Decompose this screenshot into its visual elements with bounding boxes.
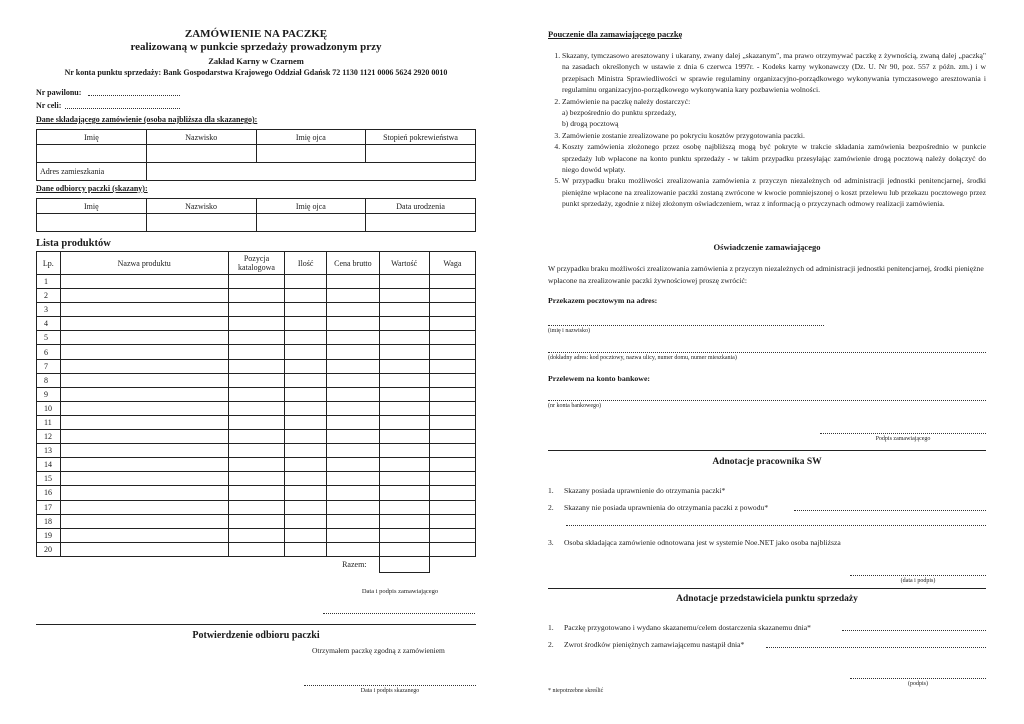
catalog-position-cell[interactable] [228, 359, 284, 373]
quantity-cell[interactable] [285, 401, 327, 415]
table-row [37, 415, 476, 429]
table-row [37, 373, 476, 387]
sw-sign-hint: (data i podpis) [900, 578, 936, 584]
product-name-cell[interactable] [60, 345, 228, 359]
table-row [37, 289, 476, 303]
catalog-position-cell[interactable] [228, 345, 284, 359]
gross-price-cell[interactable] [327, 275, 379, 289]
value-cell[interactable] [379, 458, 429, 472]
product-name-cell[interactable] [60, 458, 228, 472]
pos-item-1: Paczkę przygotowano i wydano skazanemu/celem dostarczenia skazanemu dnia* [564, 623, 811, 632]
value-cell[interactable] [379, 528, 429, 542]
col-catalog-position: Pozycja katalogowa [228, 252, 284, 275]
gross-price-cell[interactable] [327, 401, 379, 415]
row-number: 11 [37, 415, 61, 429]
gross-price-cell[interactable] [327, 387, 379, 401]
catalog-position-cell[interactable] [228, 331, 284, 345]
address-hint: (dokładny adres: kod pocztowy, nazwa ulicy, numer domu, numer mieszkania) [548, 355, 737, 361]
value-cell[interactable] [379, 345, 429, 359]
col-father-name: Imię ojca [256, 130, 365, 145]
catalog-position-cell[interactable] [228, 317, 284, 331]
sw-sign-line[interactable] [850, 575, 986, 576]
pos-item-2: Zwrot środków pieniężnych zamawiającemu nastąpił dnia* [564, 640, 745, 649]
total-label: Razem: [342, 560, 367, 570]
row-number: 2 [37, 289, 61, 303]
product-name-cell[interactable] [60, 275, 228, 289]
quantity-cell[interactable] [285, 430, 327, 444]
quantity-cell[interactable] [285, 415, 327, 429]
product-name-cell[interactable] [60, 444, 228, 458]
catalog-position-cell[interactable] [228, 387, 284, 401]
bank-account-field[interactable] [548, 400, 986, 401]
product-name-cell[interactable] [60, 415, 228, 429]
table-row [37, 430, 476, 444]
value-cell[interactable] [379, 387, 429, 401]
postal-transfer-label: Przekazem pocztowym na adres: [548, 296, 658, 305]
declaration-text: W przypadku braku możliwości zrealizowania zamówienia z przyczyn niezależnych od administracji jednostki penitencjarnej, środki pieniężne wpłacone na zrealizowanie paczki żywnościowej proszę zwrócić: [548, 264, 984, 285]
orderer-last-name-field[interactable] [146, 145, 256, 163]
pawilon-label: Nr pawilonu: [36, 88, 82, 97]
gross-price-cell[interactable] [327, 542, 379, 556]
table-row [37, 359, 476, 373]
catalog-position-cell[interactable] [228, 275, 284, 289]
value-cell[interactable] [379, 401, 429, 415]
product-name-cell[interactable] [60, 542, 228, 556]
rule-5: 5. W przypadku braku możliwości zrealizowania zamówienia z przyczyn niezależnych od administracji jednostki penitencjarnej, środki pieniężne wpłacone na zrealizowanie paczki zostaną zwrócone w kwocie pomniejszonej o koszt przelewu lub przekazu pocztowego przez punkt sprzedaży, zgodnie z niżej złożonym oświadczeniem, wraz z informacją o przyczynach odmowy realizacji zamówienia. [562, 175, 986, 209]
rule-4: 4. Koszty zamówienia złożonego przez osobę najbliższą mogą być pokryte w trakcie składania zamówienia bezpośrednio w punkcie sprzedaży lub wpłacone na konto punktu sprzedaży - w takim przypadku przesyłając zamówienie drogą pocztową należy dołączyć do niego dowód wpłaty. [562, 141, 986, 175]
catalog-position-cell[interactable] [228, 472, 284, 486]
instructions-list [548, 50, 986, 210]
table-row [37, 458, 476, 472]
gross-price-cell[interactable] [327, 359, 379, 373]
table-row [37, 401, 476, 415]
footnote: * niepotrzebne skreślić [548, 688, 604, 694]
table-row [37, 500, 476, 514]
table-row [37, 528, 476, 542]
catalog-position-cell[interactable] [228, 303, 284, 317]
quantity-cell[interactable] [285, 458, 327, 472]
quantity-cell[interactable] [285, 514, 327, 528]
row-number: 19 [37, 528, 61, 542]
col-gross-price: Cena brutto [327, 252, 379, 275]
col-relationship: Stopień pokrewieństwa [366, 130, 476, 145]
catalog-position-cell[interactable] [228, 430, 284, 444]
quantity-cell[interactable] [285, 500, 327, 514]
value-cell[interactable] [379, 359, 429, 373]
cela-label: Nr celi: [36, 101, 62, 110]
row-number: 20 [37, 542, 61, 556]
bank-transfer-label: Przelewem na konto bankowe: [548, 374, 650, 383]
form-subtitle: realizowaną w punkcie sprzedaży prowadzonym przy [130, 41, 382, 53]
catalog-position-cell[interactable] [228, 514, 284, 528]
sw-item-1[interactable]: Skazany posiada uprawnienie do otrzymania paczki* [564, 486, 726, 495]
product-name-cell[interactable] [60, 317, 228, 331]
weight-cell[interactable] [429, 500, 475, 514]
weight-cell[interactable] [429, 275, 475, 289]
quantity-cell[interactable] [285, 303, 327, 317]
quantity-cell[interactable] [285, 345, 327, 359]
recipient-father-name-field[interactable] [256, 214, 366, 232]
weight-cell[interactable] [429, 359, 475, 373]
row-number: 3 [37, 303, 61, 317]
col-product-name: Nazwa produktu [60, 252, 228, 275]
row-number: 13 [37, 444, 61, 458]
value-cell[interactable] [379, 289, 429, 303]
quantity-cell[interactable] [285, 528, 327, 542]
pos-sign-line[interactable] [850, 678, 986, 679]
total-value-field[interactable] [379, 556, 429, 572]
orderer-section-title: Dane składającego zamówienie (osoba najbliższa dla skazanego): [36, 115, 258, 124]
declaration-title: Oświadczenie zamawiającego [713, 242, 821, 252]
value-cell[interactable] [379, 444, 429, 458]
table-row [37, 345, 476, 359]
quantity-cell[interactable] [285, 486, 327, 500]
quantity-cell[interactable] [285, 472, 327, 486]
product-name-cell[interactable] [60, 401, 228, 415]
rule-1: 1. Skazany, tymczasowo aresztowany i ukarany, zwany dalej „skazanym", ma prawo otrzymywać paczkę z żywnością, zwaną dalej „paczką" na zasadach określonych w ustawie z dnia 6 czerwca 1997r. - Kodeks karny wykonawczy (Dz. U. Nr 90, poz. 557 z późn. zm.) i w przepisach Ministra Sprawiedliwości w sprawie regulaminy organizacyjno-porządkowego wykonywania tymczasowego aresztowania i regulaminu organizacyjno-porządkowego wykonywania kary pozbawienia wolności. [562, 50, 986, 96]
value-cell[interactable] [379, 514, 429, 528]
name-hint: (imię i nazwisko) [548, 328, 590, 334]
quantity-cell[interactable] [285, 289, 327, 303]
row-number: 9 [37, 387, 61, 401]
pos-item-1-number: 1. [548, 623, 554, 632]
row-number: 12 [37, 430, 61, 444]
weight-cell[interactable] [429, 317, 475, 331]
weight-cell[interactable] [429, 303, 475, 317]
pos-date-1-field[interactable] [842, 630, 986, 631]
table-row [37, 486, 476, 500]
gross-price-cell[interactable] [327, 317, 379, 331]
col-lp: Lp. [37, 252, 61, 275]
orderer-sign-line[interactable] [820, 433, 986, 434]
quantity-cell[interactable] [285, 542, 327, 556]
catalog-position-cell[interactable] [228, 458, 284, 472]
catalog-position-cell[interactable] [228, 401, 284, 415]
confirmation-title: Potwierdzenie odbioru paczki [192, 630, 320, 641]
divider [36, 624, 476, 625]
orderer-table [36, 129, 476, 181]
table-row [37, 542, 476, 556]
weight-cell[interactable] [429, 486, 475, 500]
table-row [37, 275, 476, 289]
weight-cell[interactable] [429, 415, 475, 429]
catalog-position-cell[interactable] [228, 373, 284, 387]
recipient-birth-date-field[interactable] [366, 214, 476, 232]
row-number: 18 [37, 514, 61, 528]
row-number: 17 [37, 500, 61, 514]
row-number: 15 [37, 472, 61, 486]
value-cell[interactable] [379, 415, 429, 429]
col-quantity: Ilość [285, 252, 327, 275]
row-number: 7 [37, 359, 61, 373]
product-name-cell[interactable] [60, 303, 228, 317]
quantity-cell[interactable] [285, 331, 327, 345]
weight-cell[interactable] [429, 528, 475, 542]
gross-price-cell[interactable] [327, 486, 379, 500]
divider [548, 450, 986, 451]
catalog-position-cell[interactable] [228, 542, 284, 556]
product-name-cell[interactable] [60, 528, 228, 542]
table-row [37, 472, 476, 486]
name-field[interactable] [548, 325, 824, 326]
weight-cell[interactable] [429, 387, 475, 401]
quantity-cell[interactable] [285, 387, 327, 401]
cela-field[interactable] [65, 108, 180, 109]
quantity-cell[interactable] [285, 373, 327, 387]
sw-reason-field[interactable] [794, 510, 986, 511]
weight-cell[interactable] [429, 542, 475, 556]
gross-price-cell[interactable] [327, 331, 379, 345]
recipient-last-name-field[interactable] [146, 214, 256, 232]
weight-cell[interactable] [429, 345, 475, 359]
gross-price-cell[interactable] [327, 458, 379, 472]
table-row [37, 444, 476, 458]
value-cell[interactable] [379, 373, 429, 387]
value-cell[interactable] [379, 500, 429, 514]
catalog-position-cell[interactable] [228, 500, 284, 514]
orderer-first-name-field[interactable] [37, 145, 147, 163]
gross-price-cell[interactable] [327, 514, 379, 528]
prisoner-signature-label: Data i podpis skazanego [360, 688, 420, 694]
divider [548, 588, 986, 589]
value-cell[interactable] [379, 317, 429, 331]
gross-price-cell[interactable] [327, 289, 379, 303]
recipient-first-name-field[interactable] [37, 214, 147, 232]
gross-price-cell[interactable] [327, 373, 379, 387]
pos-sign-hint: (podpis) [908, 681, 928, 687]
quantity-cell[interactable] [285, 317, 327, 331]
address-label: Adres zamieszkania [37, 163, 147, 181]
gross-price-cell[interactable] [327, 303, 379, 317]
col-last-name: Nazwisko [146, 130, 256, 145]
product-name-cell[interactable] [60, 430, 228, 444]
products-title: Lista produktów [36, 238, 111, 249]
product-name-cell[interactable] [60, 373, 228, 387]
pos-annotations-title: Adnotacje przedstawiciela punktu sprzedaży [676, 594, 858, 604]
form-title: ZAMÓWIENIE NA PACZKĘ [184, 28, 328, 40]
quantity-cell[interactable] [285, 359, 327, 373]
col-value: Wartość [379, 252, 429, 275]
value-cell[interactable] [379, 430, 429, 444]
col-first-name: Imię [37, 199, 147, 214]
orderer-signature-line[interactable] [323, 613, 475, 614]
orderer-sign-hint: Podpis zamawiającego [875, 436, 931, 442]
pos-date-2-field[interactable] [766, 647, 986, 648]
gross-price-cell[interactable] [327, 444, 379, 458]
address-field[interactable] [146, 163, 475, 181]
value-cell[interactable] [379, 275, 429, 289]
weight-cell[interactable] [429, 472, 475, 486]
recipient-table [36, 198, 476, 232]
col-father-name: Imię ojca [256, 199, 366, 214]
weight-cell[interactable] [429, 514, 475, 528]
rule-3: 3. Zamówienie zostanie zrealizowane po pokryciu kosztów przygotowania paczki. [562, 130, 986, 141]
sw-reason-field-2[interactable] [566, 525, 986, 526]
gross-price-cell[interactable] [327, 472, 379, 486]
orderer-father-name-field[interactable] [256, 145, 365, 163]
table-row [37, 331, 476, 345]
table-row [37, 317, 476, 331]
table-row [37, 514, 476, 528]
account-number-line: Nr konta punktu sprzedaży: Bank Gospodarstwa Krajowego Oddział Gdańsk 72 1130 1121 0006 5624 2920 0010 [64, 68, 448, 77]
account-hint: (nr konta bankowego) [548, 403, 601, 409]
catalog-position-cell[interactable] [228, 415, 284, 429]
gross-price-cell[interactable] [327, 500, 379, 514]
value-cell[interactable] [379, 486, 429, 500]
postal-address-field[interactable] [548, 352, 986, 353]
row-number: 8 [37, 373, 61, 387]
sw-item-2[interactable]: Skazany nie posiada uprawnienia do otrzymania paczki z powodu* [564, 503, 769, 512]
prisoner-signature-line[interactable] [304, 685, 476, 686]
instructions-title: Pouczenie dla zamawiającego paczkę [548, 29, 683, 39]
value-cell[interactable] [379, 472, 429, 486]
products-table [36, 251, 476, 573]
row-number: 16 [37, 486, 61, 500]
weight-cell[interactable] [429, 458, 475, 472]
product-name-cell[interactable] [60, 472, 228, 486]
product-name-cell[interactable] [60, 514, 228, 528]
value-cell[interactable] [379, 303, 429, 317]
row-number: 4 [37, 317, 61, 331]
gross-price-cell[interactable] [327, 415, 379, 429]
weight-cell[interactable] [429, 401, 475, 415]
weight-cell[interactable] [429, 331, 475, 345]
row-number: 10 [37, 401, 61, 415]
col-birth-date: Data urodzenia [366, 199, 476, 214]
col-first-name: Imię [37, 130, 147, 145]
pawilon-field[interactable] [88, 95, 180, 96]
recipient-section-title: Dane odbiorcy paczki (skazany): [36, 184, 148, 193]
catalog-position-cell[interactable] [228, 486, 284, 500]
quantity-cell[interactable] [285, 444, 327, 458]
orderer-relationship-field[interactable] [366, 145, 476, 163]
row-number: 1 [37, 275, 61, 289]
product-name-cell[interactable] [60, 289, 228, 303]
col-last-name: Nazwisko [146, 199, 256, 214]
product-name-cell[interactable] [60, 387, 228, 401]
gross-price-cell[interactable] [327, 430, 379, 444]
value-cell[interactable] [379, 542, 429, 556]
sw-annotations-title: Adnotacje pracownika SW [712, 457, 822, 467]
sw-item-1-number: 1. [548, 486, 554, 495]
weight-cell[interactable] [429, 430, 475, 444]
col-weight: Waga [429, 252, 475, 275]
facility-name: Zakład Karny w Czarnem [208, 56, 304, 66]
row-number: 5 [37, 331, 61, 345]
pos-item-2-number: 2. [548, 640, 554, 649]
sw-item-3-number: 3. [548, 538, 554, 547]
quantity-cell[interactable] [285, 275, 327, 289]
row-number: 6 [37, 345, 61, 359]
product-name-cell[interactable] [60, 486, 228, 500]
weight-cell[interactable] [429, 373, 475, 387]
row-number: 14 [37, 458, 61, 472]
catalog-position-cell[interactable] [228, 444, 284, 458]
table-row [37, 303, 476, 317]
confirmation-text: Otrzymałem paczkę zgodną z zamówieniem [312, 646, 445, 655]
sw-item-2-number: 2. [548, 503, 554, 512]
sw-item-3[interactable]: Osoba składająca zamówienie odnotowana jest w systemie Noe.NET jako osoba najbliższa [564, 538, 841, 547]
weight-cell[interactable] [429, 289, 475, 303]
table-row [37, 387, 476, 401]
gross-price-cell[interactable] [327, 528, 379, 542]
rule-2: 2. Zamówienie na paczkę należy dostarczyć: a) bezpośrednio do punktu sprzedaży, b) drogą pocztową [562, 96, 986, 130]
product-name-cell[interactable] [60, 359, 228, 373]
product-name-cell[interactable] [60, 500, 228, 514]
weight-cell[interactable] [429, 444, 475, 458]
product-name-cell[interactable] [60, 331, 228, 345]
catalog-position-cell[interactable] [228, 528, 284, 542]
catalog-position-cell[interactable] [228, 289, 284, 303]
gross-price-cell[interactable] [327, 345, 379, 359]
orderer-signature-label: Data i podpis zamawiającego [361, 588, 439, 595]
value-cell[interactable] [379, 331, 429, 345]
